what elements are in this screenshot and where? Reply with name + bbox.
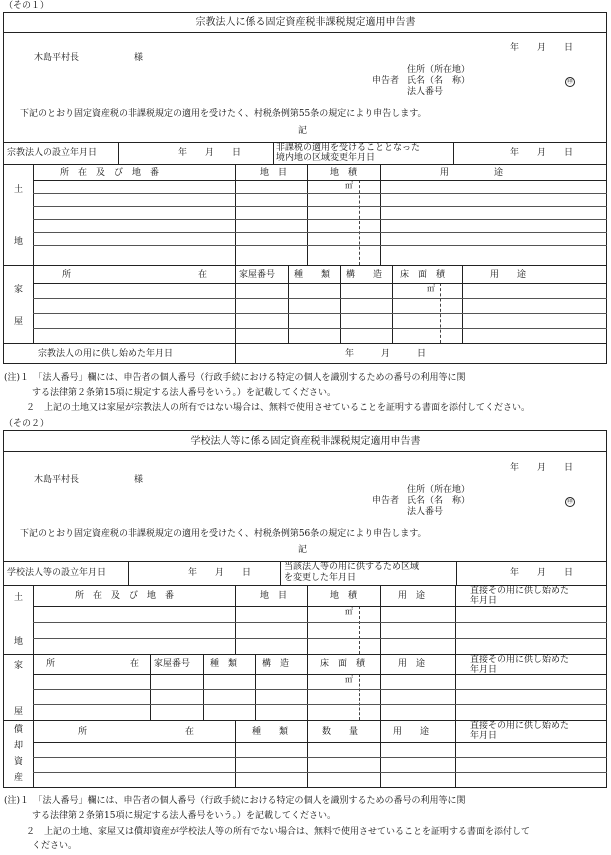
form2-house-side-1: 家 (14, 661, 24, 671)
form2-house-h-startdate-2: 年月日 (470, 665, 498, 675)
form1-change-label-1: 非課税の適用を受けることとなった (276, 143, 421, 153)
form1-house-h-structure: 構 造 (346, 270, 383, 280)
form2-land-side-2: 地 (14, 637, 24, 647)
form1-land-h-location: 所 在 及 び 地 番 (60, 168, 160, 178)
form1-house-h-number: 家屋番号 (239, 270, 276, 280)
form2-date: 年 月 日 (510, 463, 574, 473)
form2-change-label-2: を変更した年月日 (284, 573, 357, 583)
form1-house-h-location-1: 所 (62, 270, 72, 280)
form2-asset-h-startdate-2: 年月日 (470, 731, 498, 741)
notes2-line-2: する法律第２条第15項に規定する法人番号をいう。）を記載してください。 (32, 811, 336, 821)
form1-change-label-2: 境内地の区域変更年月日 (276, 153, 376, 163)
form2-land-h-category: 地 目 (260, 591, 288, 601)
form1-corpno-label: 法人番号 (407, 87, 444, 97)
form2-house-h-type: 種 類 (210, 659, 238, 669)
form1-land-side-1: 土 (14, 185, 24, 195)
form2-land-side-1: 土 (14, 593, 24, 603)
form1-house-side-1: 家 (14, 285, 24, 295)
form2-house-h-structure: 構 造 (262, 659, 290, 669)
form2-house-h-location-1: 所 (46, 659, 56, 669)
form2-corpno-label: 法人番号 (407, 507, 444, 517)
form2-est-date: 年 月 日 (188, 568, 252, 578)
form1-land-side-2: 地 (14, 237, 24, 247)
form2-land-h-location: 所 在 及 び 地 番 (75, 591, 175, 601)
form1-statement: 下記のとおり固定資産税の非課税規定の適用を受けたく、村税条例第55条の規定により申告します。 (20, 109, 427, 119)
form2-asset-h-use: 用 途 (393, 727, 430, 737)
form2-addressee: 木島平村長 (34, 475, 80, 485)
form2-asset-h-quantity: 数 量 (322, 727, 359, 737)
form2-asset-h-location-2: 在 (185, 727, 195, 737)
form1-change-date: 年 月 日 (510, 148, 574, 158)
form1-land-h-area: 地 積 (330, 168, 358, 178)
form2-land-h-startdate-1: 直接その用に供し始めた (470, 586, 570, 596)
form1-house-h-floor: 床 面 積 (400, 270, 446, 280)
form2-house-side-2: 屋 (14, 707, 24, 717)
form2-frame (3, 430, 607, 788)
form2-part-label: （その２） (4, 419, 50, 429)
form1-land-unit: ㎡ (345, 181, 353, 190)
form1-seal-icon: ㊞ (566, 78, 573, 85)
form2-change-date: 年 月 日 (510, 568, 574, 578)
form2-house-h-startdate-1: 直接その用に供し始めた (470, 655, 570, 665)
notes2-line-1: (注)１ 「法人番号」欄には、申告者の個人番号（行政手続における特定の個人を識別するための番号の利用等に関 (4, 796, 466, 806)
form2-house-h-floor: 床 面 積 (320, 659, 366, 669)
form1-ki: 記 (298, 126, 308, 136)
notes2-line-3: ２ 上記の土地、家屋又は償却資産が学校法人等の所有でない場合は、無料で使用させていることを証明する書面を添付して (26, 827, 531, 837)
form1-title: 宗教法人に係る固定資産税非課税規定適用申告書 (195, 17, 416, 28)
notes1-line-2: する法律第２条第15項に規定する法人番号をいう。）を記載してください。 (32, 388, 336, 398)
form2-seal-icon: ㊞ (566, 498, 573, 505)
form2-house-h-number: 家屋番号 (154, 659, 191, 669)
form2-asset-side-2: 却 (14, 741, 24, 751)
form2-ki: 記 (298, 545, 308, 555)
form1-house-unit: ㎡ (427, 284, 435, 293)
form2-title: 学校法人等に係る固定資産税非課税規定適用申告書 (190, 436, 421, 447)
form1-house-h-use: 用 途 (490, 270, 527, 280)
form2-asset-side-3: 資 (14, 757, 24, 767)
form2-house-h-use: 用 途 (398, 659, 426, 669)
form2-asset-h-type: 種 類 (252, 727, 289, 737)
form1-house-h-type: 種 類 (294, 270, 331, 280)
notes2-line-4: ください。 (32, 841, 78, 851)
form1-applicant-label: 申告者 (372, 76, 400, 86)
form2-change-label-1: 当該法人等の用に供するため区域 (284, 562, 420, 572)
form2-statement: 下記のとおり固定資産税の非課税規定の適用を受けたく、村税条例第56条の規定により申告します。 (20, 529, 427, 539)
form1-start-date: 年 月 日 (345, 349, 427, 359)
form1-sama: 様 (134, 53, 144, 63)
form1-start-label: 宗教法人の用に供し始めた年月日 (38, 349, 174, 359)
form1-addressee: 木島平村長 (34, 53, 80, 63)
form1-date: 年 月 日 (510, 43, 574, 53)
form2-land-h-use: 用 途 (398, 591, 426, 601)
form2-house-unit: ㎡ (345, 675, 353, 684)
form1-est-date: 年 月 日 (178, 148, 242, 158)
form2-addr-label: 住所（所在地） (407, 485, 471, 495)
notes1-line-1: (注)１ 「法人番号」欄には、申告者の個人番号（行政手続における特定の個人を識別するための番号の利用等に関 (4, 373, 466, 383)
form2-land-h-startdate-2: 年月日 (470, 596, 498, 606)
form2-est-label: 学校法人等の設立年月日 (7, 568, 107, 578)
form1-name-label: 氏名（名 称） (407, 76, 471, 86)
form2-land-h-area: 地 積 (330, 591, 358, 601)
form2-asset-side-4: 産 (14, 773, 24, 783)
form2-asset-h-startdate-1: 直接その用に供し始めた (470, 721, 570, 731)
form2-applicant-label: 申告者 (372, 496, 400, 506)
form1-land-h-use: 用 途 (440, 168, 504, 178)
notes1-line-3: ２ 上記の土地又は家屋が宗教法人の所有ではない場合は、無料で使用させていることを証明する書面を添付してください。 (26, 403, 531, 413)
form2-asset-side-1: 償 (14, 725, 24, 735)
form1-house-h-location-2: 在 (198, 270, 208, 280)
form1-frame (3, 12, 607, 364)
form1-addr-label: 住所（所在地） (407, 65, 471, 75)
form1-est-label: 宗教法人の設立年月日 (7, 148, 98, 158)
form1-land-h-category: 地 目 (260, 168, 288, 178)
form2-name-label: 氏名（名 称） (407, 496, 471, 506)
form2-sama: 様 (134, 475, 144, 485)
form2-house-h-location-2: 在 (130, 659, 140, 669)
form2-land-unit: ㎡ (345, 607, 353, 616)
form2-asset-h-location-1: 所 (78, 727, 88, 737)
form1-part-label: （その１） (4, 1, 50, 11)
form1-house-side-2: 屋 (14, 317, 24, 327)
